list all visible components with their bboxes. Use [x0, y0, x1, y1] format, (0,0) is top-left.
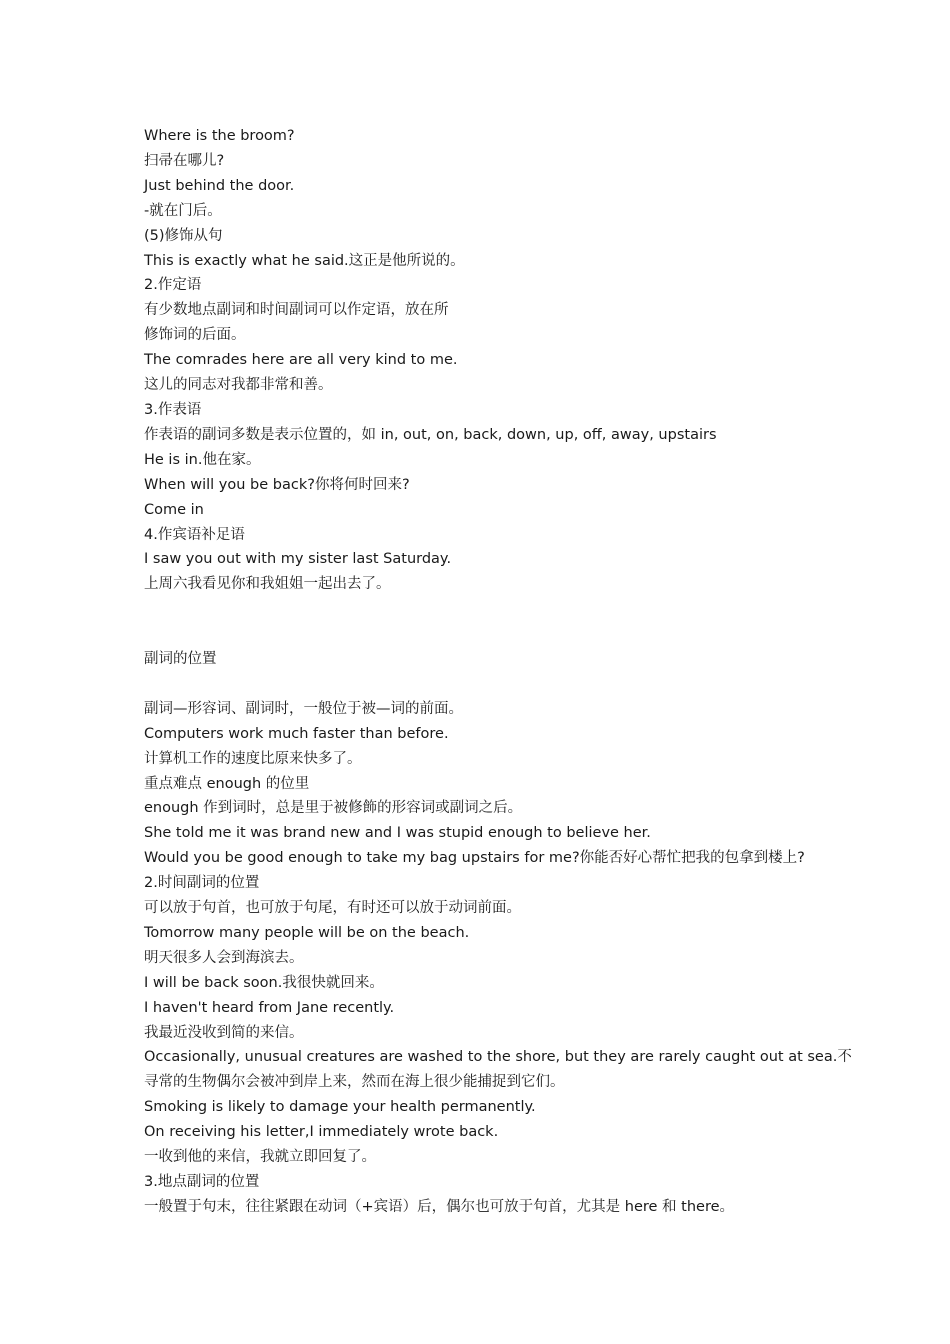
section-heading: 重点难点 enough 的位里: [144, 775, 310, 792]
text-line: Tomorrow many people will be on the beach.: [144, 924, 470, 941]
text-line: 一般置于句末，往往紧跟在动词（+宾语）后，偶尔也可放于句首，尤其是 here 和 there。: [144, 1198, 735, 1215]
text-line: Come in: [144, 501, 204, 518]
text-line: 副词—形容词、副词时，一般位于被—词的前面。: [144, 700, 463, 717]
text-line: 计算机工作的速度比原来快多了。: [144, 750, 362, 767]
text-line: Just behind the door.: [144, 177, 295, 194]
text-line: Smoking is likely to damage your health permanently.: [144, 1099, 536, 1116]
text-line: This is exactly what he said.这正是他所说的。: [144, 252, 465, 269]
text-line: I haven't heard from Jane recently.: [144, 999, 395, 1016]
text-line: I will be back soon.我很快就回来。: [144, 974, 384, 991]
text-line: I saw you out with my sister last Saturday.: [144, 551, 452, 568]
text-line: Computers work much faster than before.: [144, 725, 449, 742]
text-line: Where is the broom?: [144, 128, 295, 144]
section-heading: 2.时间副词的位置: [144, 875, 260, 892]
text-line: On receiving his letter,I immediately wrote back.: [144, 1124, 499, 1141]
text-line: 扫帚在哪儿?: [144, 152, 225, 169]
text-line: 这儿的同志对我都非常和善。: [144, 377, 333, 394]
text-line: 一收到他的来信，我就立即回复了。: [144, 1149, 376, 1166]
blank-line: [144, 672, 824, 697]
text-line: 我最近没收到简的来信。: [144, 1024, 304, 1041]
section-heading: 4.作宾语补足语: [144, 526, 245, 543]
text-line: Occasionally, unusual creatures are washed to the shore, but they are rarely caught out at sea.不: [144, 1049, 852, 1066]
text-line: 修饰词的后面。: [144, 327, 246, 344]
section-heading: 3.地点副词的位置: [144, 1174, 260, 1191]
section-heading: 3.作表语: [144, 401, 202, 418]
text-line: -就在门后。: [144, 202, 222, 219]
text-line: enough 作到词时，总是里于被修飾的形容词或副词之后。: [144, 800, 523, 817]
blank-line: [144, 622, 824, 647]
blank-line: [144, 597, 824, 622]
text-line: 上周六我看见你和我姐姐一起出去了。: [144, 576, 391, 593]
section-heading: (5)修饰从句: [144, 227, 223, 244]
text-line: The comrades here are all very kind to me.: [144, 352, 458, 369]
text-line: She told me it was brand new and I was stupid enough to believe her.: [144, 825, 651, 842]
section-title: 副词的位置: [144, 651, 217, 667]
text-line: He is in.他在家。: [144, 451, 261, 468]
text-line: 寻常的生物偶尔会被冲到岸上来，然而在海上很少能捕捉到它们。: [144, 1074, 565, 1091]
text-line: 有少数地点副词和时间副词可以作定语，放在所: [144, 302, 449, 319]
text-line: 作表语的副词多数是表示位置的，如 in, out, on, back, down, up, off, away, upstairs: [144, 426, 717, 443]
text-line: Would you be good enough to take my bag upstairs for me?你能否好心帮忙把我的包拿到楼上?: [144, 850, 805, 867]
text-line: 明天很多人会到海滨去。: [144, 949, 304, 966]
document-body: [144, 124, 852, 1220]
text-line: When will you be back?你将何时回来?: [144, 476, 410, 493]
section-heading: 2.作定语: [144, 277, 202, 294]
text-line: 可以放于句首，也可放于句尾，有时还可以放于动词前面。: [144, 900, 521, 917]
